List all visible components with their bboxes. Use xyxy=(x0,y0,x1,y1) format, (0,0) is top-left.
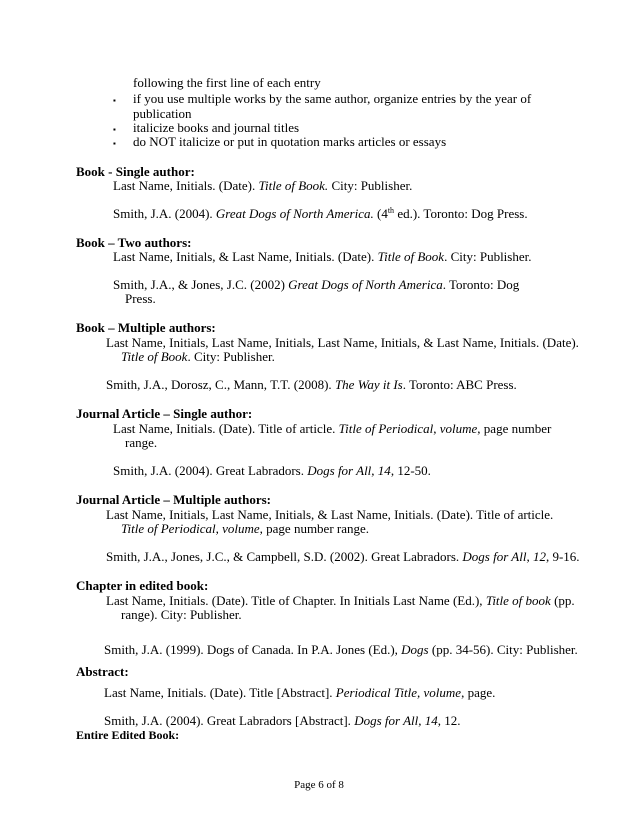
example-line: Smith, J.A. (2004). Great Labradors. Dogs for All, 14, 12-50. xyxy=(113,463,431,478)
bullet-text: do NOT italicize or put in quotation marks articles or essays xyxy=(133,134,447,149)
section-heading-entire-edited: Entire Edited Book: xyxy=(76,728,180,742)
page-number: Page 6 of 8 xyxy=(294,779,344,791)
example-line-continued: Press. xyxy=(125,291,156,306)
section-heading-book-single: Book - Single author: xyxy=(76,164,195,179)
format-line: Last Name, Initials, & Last Name, Initials. (Date). Title of Book. City: Publisher. xyxy=(113,249,532,264)
example-line: Smith, J.A., & Jones, J.C. (2002) Great Dogs of North America. Toronto: Dog xyxy=(113,277,520,292)
format-line: Last Name, Initials, Last Name, Initials, & Last Name, Initials. (Date). Title of article. xyxy=(106,507,554,522)
section-heading-journal-single: Journal Article – Single author: xyxy=(76,406,253,421)
bullet-text-continued: publication xyxy=(133,106,192,121)
format-line: Last Name, Initials. (Date). Title of article. Title of Periodical, volume, page number xyxy=(113,421,552,436)
example-line: Smith, J.A. (1999). Dogs of Canada. In P.A. Jones (Ed.), Dogs (pp. 34-56). City: Publisher. xyxy=(104,642,578,657)
section-heading-chapter: Chapter in edited book: xyxy=(76,578,209,593)
bullet-icon: ▪ xyxy=(113,96,116,105)
format-line-continued: Title of Periodical, volume, page number range. xyxy=(121,521,370,536)
section-heading-abstract: Abstract: xyxy=(76,664,129,679)
bullet-text: italicize books and journal titles xyxy=(133,120,300,135)
format-line: Last Name, Initials. (Date). Title [Abstract]. Periodical Title, volume, page. xyxy=(104,685,496,700)
bullet-icon: ▪ xyxy=(113,125,116,134)
format-line-continued: Title of Book. City: Publisher. xyxy=(121,349,275,364)
example-line: Smith, J.A. (2004). Great Dogs of North America. (4th ed.). Toronto: Dog Press. xyxy=(113,206,528,221)
format-line-continued: range. xyxy=(125,435,158,450)
section-heading-book-two: Book – Two authors: xyxy=(76,235,192,250)
bullet-icon: ▪ xyxy=(113,139,116,148)
example-line: Smith, J.A., Jones, J.C., & Campbell, S.D. (2002). Great Labradors. Dogs for All, 12, 9-16. xyxy=(106,549,580,564)
continued-line: following the first line of each entry xyxy=(133,75,321,90)
section-heading-journal-multiple: Journal Article – Multiple authors: xyxy=(76,492,271,507)
bullet-text: if you use multiple works by the same author, organize entries by the year of xyxy=(133,91,532,106)
section-heading-book-multiple: Book – Multiple authors: xyxy=(76,320,216,335)
format-line: Last Name, Initials. (Date). Title of Chapter. In Initials Last Name (Ed.), Title of book (pp. xyxy=(106,593,575,608)
example-line: Smith, J.A. (2004). Great Labradors [Abstract]. Dogs for All, 14, 12. xyxy=(104,713,461,728)
format-line-continued: range). City: Publisher. xyxy=(121,607,242,622)
format-line: Last Name, Initials. (Date). Title of Book. City: Publisher. xyxy=(113,178,413,193)
example-line: Smith, J.A., Dorosz, C., Mann, T.T. (2008). The Way it Is. Toronto: ABC Press. xyxy=(106,377,517,392)
format-line: Last Name, Initials, Last Name, Initials, Last Name, Initials, & Last Name, Initials. (Date). xyxy=(106,335,579,350)
